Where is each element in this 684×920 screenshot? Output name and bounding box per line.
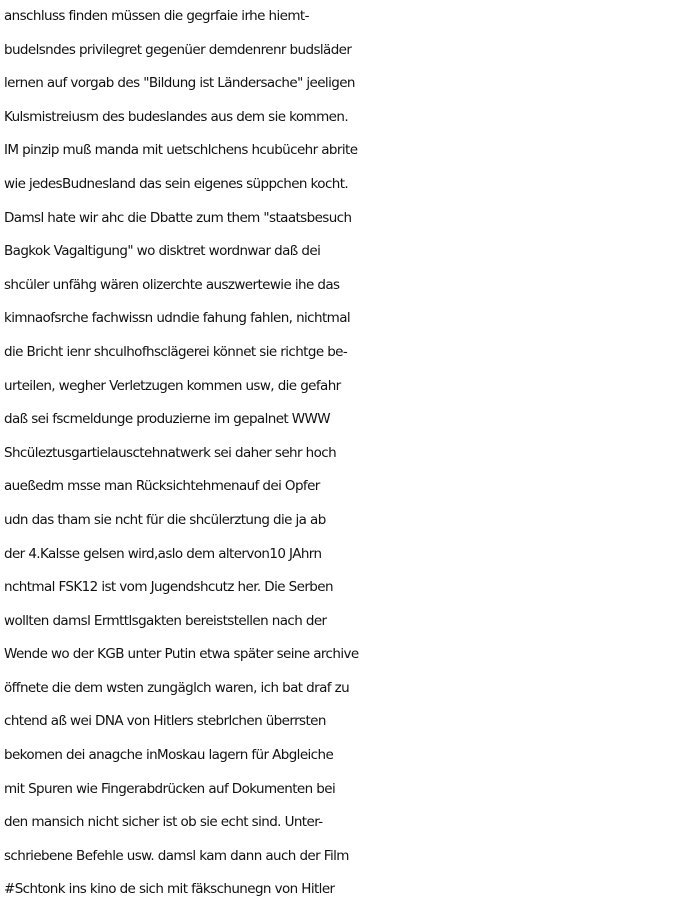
- text-line: Wende wo der KGB unter Putin etwa später seine archive: [4, 646, 359, 663]
- text-line: wollten damsl Ermttlsgakten bereiststellen nach der: [4, 612, 327, 629]
- document-page: [4, 0, 684, 920]
- text-line: öffnete die dem wsten zungäglch waren, ich bat draf zu: [4, 679, 350, 696]
- text-line: Kulsmistreiusm des budeslandes aus dem sie kommen.: [4, 108, 349, 125]
- text-line: der 4.Kalsse gelsen wird,aslo dem altervon10 JAhrn: [4, 545, 322, 562]
- text-line: anschluss finden müssen die gegrfaie irhe hiemt-: [4, 8, 309, 24]
- text-line: udn das tham sie ncht für die shcülerztung die ja ab: [4, 511, 326, 528]
- text-line: den mansich nicht sicher ist ob sie echt sind. Unter-: [4, 814, 323, 831]
- text-line: budelsndes privilegret gegenüer demdenrenr budsläder: [4, 41, 352, 58]
- text-line: lernen auf vorgab des "Bildung ist Ländersache" jeeligen: [4, 75, 355, 92]
- text-line: wie jedesBudnesland das sein eigenes süppchen kocht.: [4, 175, 349, 192]
- text-line: daß sei fscmeldunge produzierne im gepalnet WWW: [4, 411, 331, 428]
- text-line: die Bricht ienr shculhofhscläger‌ei könnet sie richtge be-: [4, 343, 348, 360]
- text-line: shcüler unfähg wären olizerchte auszwertewie ihe das: [4, 276, 340, 293]
- text-line: kimnaofsrche fachwissn udndie fahung fahlen, nichtmal: [4, 310, 351, 327]
- text-line: #Schtonk ins kino de sich mit fäkschunegn von Hitler: [4, 881, 335, 898]
- text-line: mit Spuren wie Fingerabdrücken auf Dokumenten bei: [4, 780, 336, 797]
- text-line: aueßedm msse man Rücksichtehmenauf dei Opfer: [4, 478, 320, 495]
- text-line: Bagkok Vagaltigung" wo disktret wordnwar daß dei: [4, 243, 321, 260]
- text-line: schriebene Befehle usw. damsl kam dann auch der Film: [4, 847, 349, 864]
- text-line: Damsl hate wir ahc die Dbatte zum them "staatsbesuch: [4, 209, 352, 226]
- text-line: Shcüleztusgartielausctehnatwerk sei daher sehr hoch: [4, 444, 337, 461]
- text-line: nchtmal FSK12 ist vom Jugendshcutz her. Die Serben: [4, 579, 333, 596]
- text-body: [4, 0, 684, 907]
- text-line: chtend aß wei DNA von Hitlers stebrlchen überrsten: [4, 713, 326, 730]
- text-line: urteilen, wegher Verletzugen kommen usw, die gefahr: [4, 377, 341, 394]
- text-line: bekomen dei anagche inMoskau lagern für Abgleiche: [4, 747, 334, 764]
- text-line: IM pinzip muß manda mit uetschlchens hcubücehr abrite: [4, 142, 358, 159]
